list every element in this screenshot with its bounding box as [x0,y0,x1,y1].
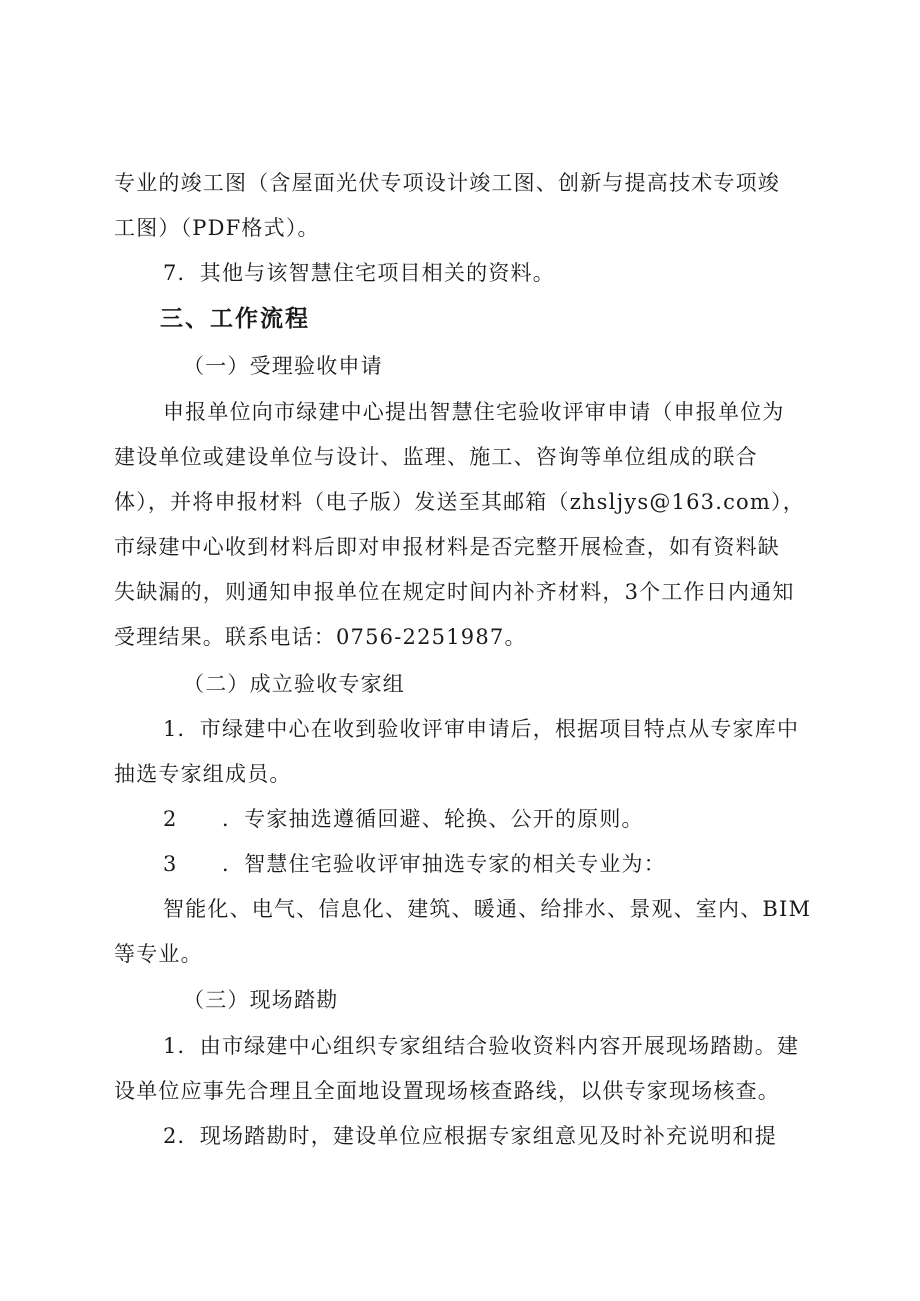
body-line: 智能化、电气、信息化、建筑、暖通、给排水、景观、室内、BIM [163,897,812,921]
body-line: 设单位应事先合理且全面地设置现场核查路线，以供专家现场核查。 [114,1079,780,1103]
body-line: 专业的竣工图（含屋面光伏专项设计竣工图、创新与提高技术专项竣 [114,171,780,195]
section-heading: 三、工作流程 [160,306,310,332]
subsection-heading: （二）成立验收专家组 [183,672,405,696]
subsection-heading: （三）现场踏勘 [183,988,339,1012]
body-line: 申报单位向市绿建中心提出智慧住宅验收评审申请（申报单位为 [163,400,785,424]
list-item: 1．由市绿建中心组织专家组结合验收资料内容开展现场踏勘。建 [163,1034,800,1058]
body-line: 建设单位或建设单位与设计、监理、施工、咨询等单位组成的联合 [114,445,758,469]
list-item: 2 ．专家抽选遵循回避、轮换、公开的原则。 [163,807,644,831]
body-line: 体），并将申报材料（电子版）发送至其邮箱（zhsljys@163.com）， [114,490,805,514]
subsection-heading: （一）受理验收申请 [183,354,383,378]
body-line: 抽选专家组成员。 [114,762,292,786]
list-item: 7．其他与该智慧住宅项目相关的资料。 [163,261,555,285]
list-item: 3 ．智慧住宅验收评审抽选专家的相关专业为： [163,852,666,876]
body-line: 工图）（PDF格式）。 [114,216,320,240]
body-line: 受理结果。联系电话：0756-2251987。 [114,625,527,649]
body-line: 市绿建中心收到材料后即对申报材料是否完整开展检查，如有资料缺 [114,535,780,559]
list-item: 2．现场踏勘时，建设单位应根据专家组意见及时补充说明和提 [163,1124,777,1148]
list-item: 1．市绿建中心在收到验收评审申请后，根据项目特点从专家库中 [163,717,800,741]
body-line: 等专业。 [114,942,203,966]
body-line: 失缺漏的，则通知申报单位在规定时间内补齐材料，3个工作日内通知 [114,580,795,604]
